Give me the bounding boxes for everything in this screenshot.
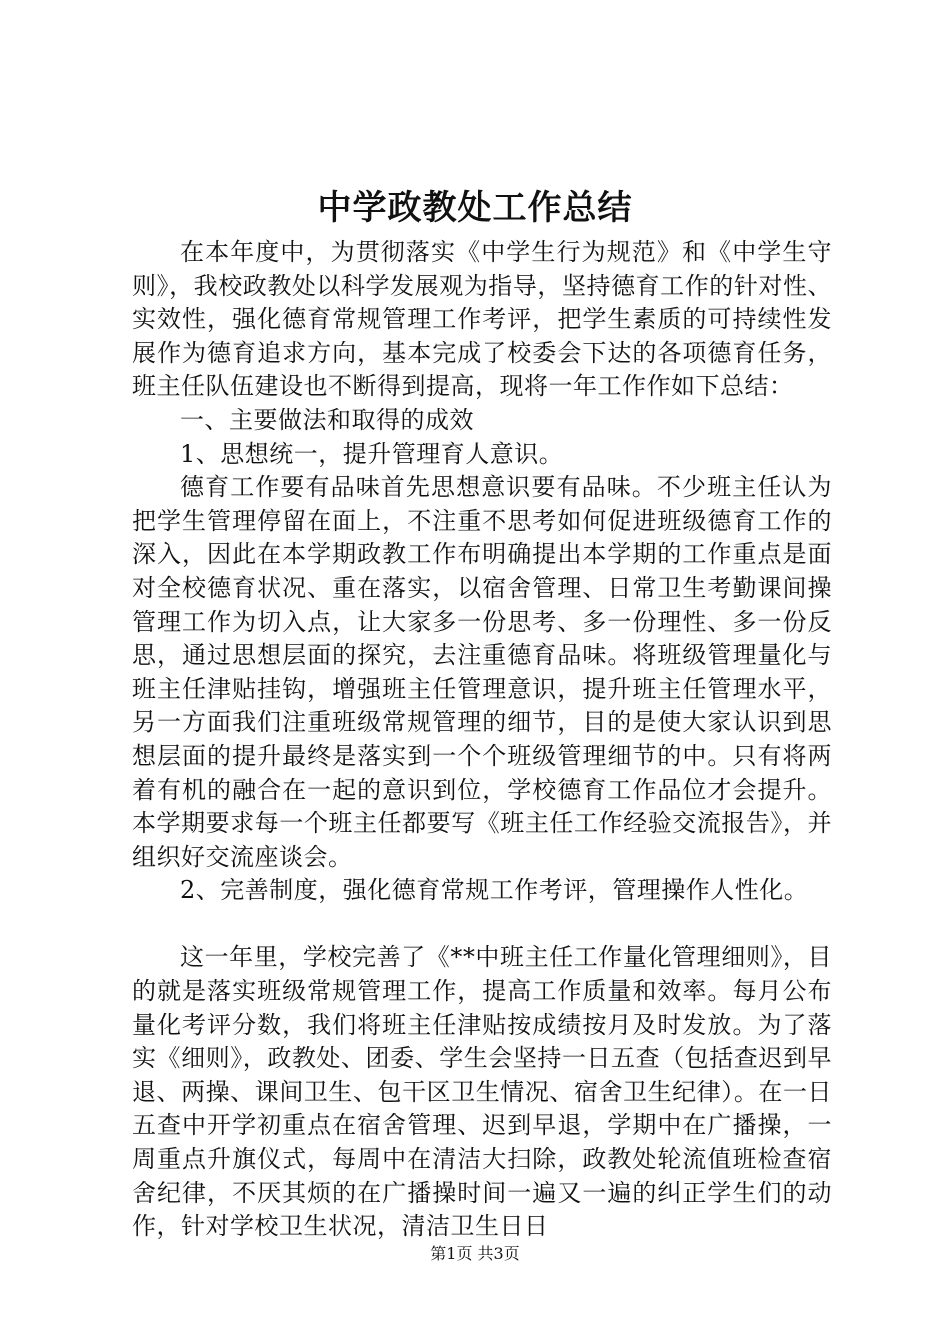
blank-line: [132, 908, 832, 942]
intro-paragraph: 在本年度中，为贯彻落实《中学生行为规范》和《中学生守则》，我校政教处以科学发展观为指导，坚持德育工作的针对性、实效性，强化德育常规管理工作考评，把学生素质的可持续性发展作为德育追求方向，基本完成了校委会下达的各项德育任务，班主任队伍建设也不断得到提高，现将一年工作作如下总结：: [132, 238, 832, 401]
subsection-heading: 2、完善制度，强化德育常规工作考评，管理操作人性化。: [180, 876, 809, 905]
body-paragraph: 德育工作要有品味首先思想意识要有品味。不少班主任认为把学生管理停留在面上，不注重不思考如何促进班级德育工作的深入，因此在本学期政教工作布明确提出本学期的工作重点是面对全校德育状况、重在落实，以宿舍管理、日常卫生考勤课间操管理工作为切入点，让大家多一份思考、多一份理性、多一份反思，通过思想层面的探究，去注重德育品味。将班级管理量化与班主任津贴挂钩，增强班主任管理意识，提升班主任管理水平，另一方面我们注重班级常规管理的细节，目的是使大家认识到思想层面的提升最终是落实到一个个班级管理细节的中。只有将两着有机的融合在一起的意识到位，学校德育工作品位才会提升。本学期要求每一个班主任都要写《班主任工作经验交流报告》，并组织好交流座谈会。: [132, 473, 832, 871]
section-heading: 一、主要做法和取得的成效: [180, 405, 474, 434]
subsection-heading: 1、思想统一，提升管理育人意识。: [180, 439, 564, 468]
page-title: 中学政教处工作总结: [317, 188, 633, 228]
page-footer: 第1页 共3页: [430, 1244, 520, 1263]
body-paragraph: 这一年里，学校完善了《**中班主任工作量化管理细则》，目的就是落实班级常规管理工作，提高工作质量和效率。每月公布量化考评分数，我们将班主任津贴按成绩按月及时发放。为了落实《细则》，政教处、团委、学生会坚持一日五查（包括查迟到早退、两操、课间卫生、包干区卫生情况、宿舍卫生纪律）。在一日五查中开学初重点在宿舍管理、迟到早退，学期中在广播操，一周重点升旗仪式，每周中在清洁大扫除，政教处轮流值班检查宿舍纪律，不厌其烦的在广播操时间一遍又一遍的纠正学生们的动作，针对学校卫生状况，清洁卫生日日: [132, 943, 832, 1241]
document-body: [132, 236, 832, 1244]
